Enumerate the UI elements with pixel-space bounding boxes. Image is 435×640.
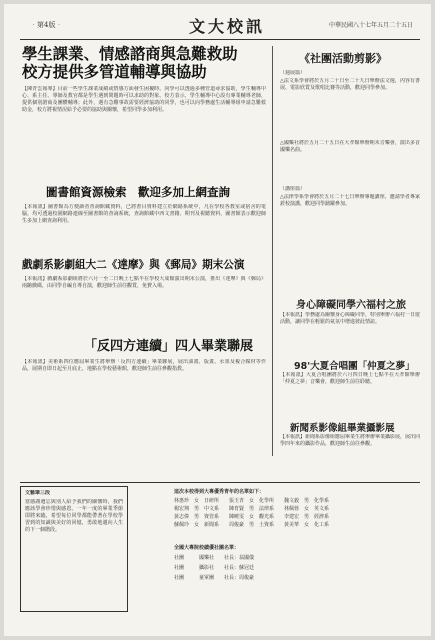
issue-date: 中華民國八十七年五月二十五日 (328, 22, 413, 29)
club-list-row-3: 社團 童軍團 社長：周俊豪 (174, 575, 255, 581)
article-library: 【本報訊】圖書館為方便讀者查詢館藏資料，已將書目資料建立於網路系統中，凡在學校各教室或宿舍的電腦，均可透過校園網路連線至圖書館的查詢系統，查詢館藏中西文書籍、期刊及視聽資料，圖書館表示歡迎師生多加上網查詢利用。 (22, 204, 266, 224)
trip-para: 【本報訊】學務處為關懷身心障礙同學，特別舉辦六福村一日遊活動，讓同學在輕鬆的氣氛中增進彼此情誼。 (280, 312, 420, 325)
issue-number: ‧第4版‧ (30, 21, 63, 29)
section-lecture: （講座篇） (280, 186, 306, 192)
club-activities-heading: 《社團活動剪影》 (299, 52, 387, 65)
newspaper-title: 文大校訊 (189, 17, 266, 36)
headline-counseling-sub: 校方提供多管道輔導與協助 (22, 63, 207, 81)
literary-column-body: 當感謝遺忘與別人給予我們的關懷時，我們應該學會珍惜與感恩。一年一度的畢業季節即將來臨，希望每位同學都能帶著在學校學習到的知識與美好的回憶，勇敢地邁向人生的下一個階段。 (25, 499, 123, 533)
article-art-exhibit: 【本報訊】美術系四位應屆畢業生將舉辦「反四方連續」畢業聯展，展出油畫、版畫、水墨及複合媒材等作品，展期自即日起至月底止，地點在學校藝術館，歡迎師生前往參觀指教。 (22, 359, 266, 372)
heading-disabled-trip: 身心障礙同學六福村之旅 (296, 300, 406, 311)
newspaper-page (4, 4, 431, 636)
bottom-section-rule (20, 482, 420, 483)
club-para-1: △法文系學會將於五月二十日至二十九日舉辦法文週，內容有書展、電影欣賞及歌唱比賽等活動，歡迎同學參加。 (280, 78, 420, 91)
honor-list-title: 這次本校得到大專優秀青年的名單如下： (174, 489, 265, 495)
headline-art-exhibit: 「反四方連續」四人畢業聯展 (84, 339, 254, 354)
article-drama: 【本報訊】戲劇系影劇組將於六月一至二日晚上七點半在學校大成館演出期末公演，推出《達摩》與《郵局》兩齣戲碼，由同學自編自導自演，歡迎師生前往觀賞，免費入場。 (22, 276, 266, 289)
club-list-row-1: 社團 國樂社 社長：翁國儀 (174, 555, 255, 561)
photo-para: 【本報訊】新聞系影像組應屆畢業生將舉辦畢業攝影展，展出同學四年來的攝影作品，歡迎師生前往參觀。 (280, 434, 420, 447)
section-exhibition: （週展篇） (280, 70, 306, 76)
literary-column-box (20, 486, 128, 612)
honor-list-row-1: 林惠珍 女 日研所 張玉青 女 化學所 魏文毅 男 化學系 (174, 498, 330, 504)
choir-para: 【本報訊】大夏合唱團將於六月四日晚上七點半在大孝館舉辦「仲夏之夢」音樂會，歡迎師生前往聆聽。 (280, 372, 420, 385)
honor-list-row-3: 黃志偉 男 資管系 陳曉雯 女 觀光系 李建宏 男 經濟系 (174, 514, 330, 520)
article-counseling: 【陳青雲報導】目前一些學生課業成績或情感方面發生困擾時，同學可以透過多種管道尋求協助，學生輔導中心、系主任、導師及教官都是學生遇到問題時可以求助的對象。校方表示，學生輔導中心設有專業輔導老師，提供個別諮商及團體輔導；此外，遇有急難事故需要經濟協助的同學，也可以向學務處生活輔導組申請急難救助金，校方將視情況給予必要的協助與關懷，希望同學多加利用。 (22, 86, 266, 113)
headline-library: 圖書館資源檢索 歡迎多加上網查詢 (46, 185, 230, 199)
headline-counseling: 學生課業、情感諮商與急難救助 (22, 45, 238, 63)
heading-photo-exhibit: 新聞系影像組畢業攝影展 (290, 423, 395, 434)
heading-choir: 98'大夏合唱團「仲夏之夢」 (294, 361, 415, 372)
headline-drama: 戲劇系影劇組大二《達摩》與《郵局》期末公演 (22, 259, 245, 271)
masthead-rule (20, 39, 420, 40)
club-para-2: △國樂社將於五月二十五日在大孝館舉辦期末音樂會，演出多首國樂名曲。 (280, 140, 420, 153)
club-para-3: △法律學系學會將於五月二十七日舉辦專題講座，邀請學者專家蒞校演講，歡迎同學踴躍參加。 (280, 194, 420, 207)
honor-list-row-2: 楊宏翔 男 中文系 陳育賢 男 法律系 林佩蓉 女 英文系 (174, 506, 330, 512)
literary-column-title: 文藝筆三段 (25, 490, 51, 496)
club-list-title: 全國大專院校績優社團名單： (174, 545, 240, 551)
club-list-row-2: 社團 攝影社 社長：蘇冠廷 (174, 565, 255, 571)
honor-list-row-4: 蘇佩玲 女 新聞系 周俊豪 男 土資系 黃美華 女 化工系 (174, 522, 330, 528)
masthead (4, 14, 431, 38)
column-divider (272, 46, 273, 456)
